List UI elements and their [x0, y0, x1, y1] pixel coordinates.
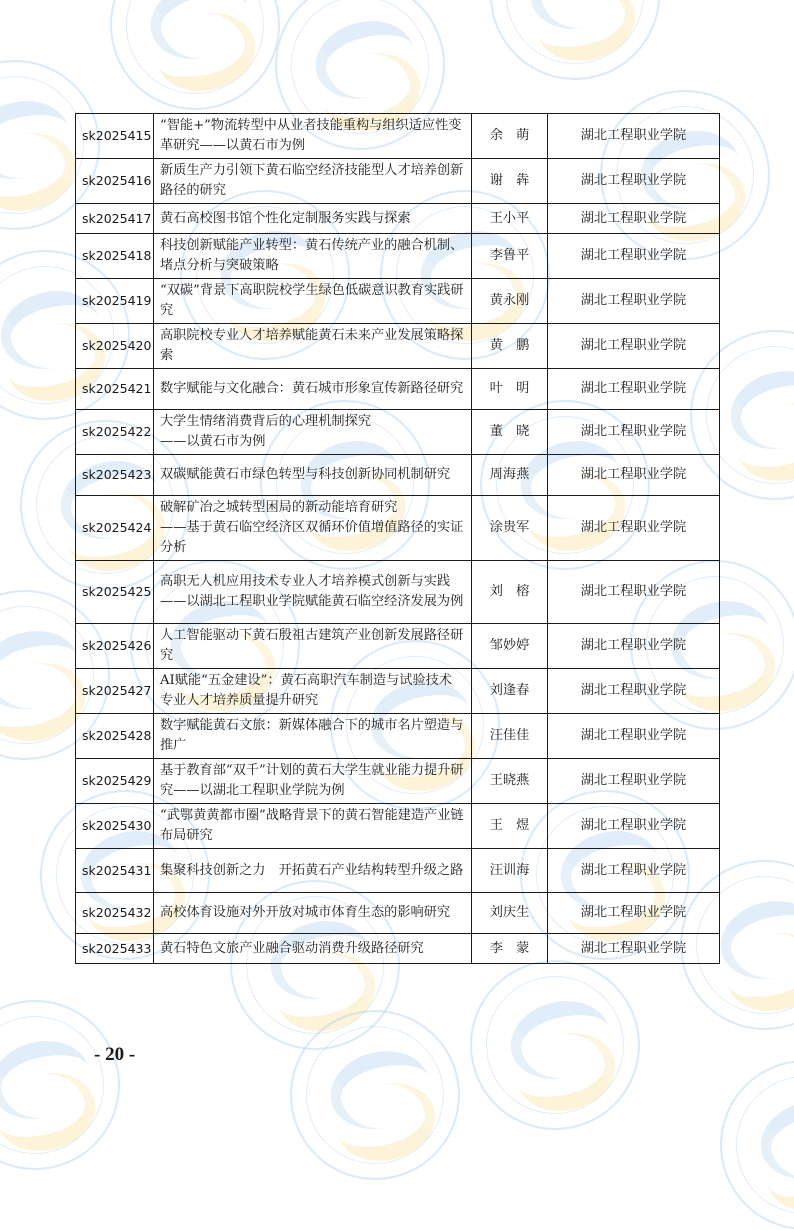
table-row: [76, 114, 720, 159]
project-id-cell: sk2025428: [76, 714, 154, 759]
project-title-cell: 科技创新赋能产业转型：黄石传统产业的融合机制、堵点分析与突破策略: [154, 234, 472, 279]
project-id-cell: sk2025424: [76, 496, 154, 561]
project-id-cell: sk2025430: [76, 804, 154, 849]
leader-name-cell: 叶 明: [472, 369, 548, 410]
project-title-cell: 破解矿冶之城转型困局的新动能培育研究 ——基于黄石临空经济区双循环价值增值路径的实证分析: [154, 496, 472, 561]
table-row: [76, 714, 720, 759]
table-body: [76, 114, 720, 964]
project-id-cell: sk2025433: [76, 934, 154, 964]
table-row: [76, 410, 720, 455]
institution-cell: 湖北工程职业学院: [548, 279, 720, 324]
federation-seal-icon: [290, 1010, 460, 1180]
table-row: [76, 204, 720, 234]
institution-cell: 湖北工程职业学院: [548, 624, 720, 669]
institution-cell: 湖北工程职业学院: [548, 669, 720, 714]
leader-name-cell: 刘逢春: [472, 669, 548, 714]
table-row: [76, 893, 720, 934]
leader-name-cell: 王小平: [472, 204, 548, 234]
table-row: [76, 279, 720, 324]
institution-cell: 湖北工程职业学院: [548, 204, 720, 234]
project-id-cell: sk2025429: [76, 759, 154, 804]
table-row: [76, 669, 720, 714]
leader-name-cell: 李鲁平: [472, 234, 548, 279]
table-row: [76, 849, 720, 893]
institution-cell: 湖北工程职业学院: [548, 455, 720, 496]
federation-seal-icon: [470, 960, 640, 1130]
institution-cell: 湖北工程职业学院: [548, 759, 720, 804]
project-id-cell: sk2025431: [76, 849, 154, 893]
federation-seal-icon: [110, 0, 280, 110]
leader-name-cell: 邹妙婷: [472, 624, 548, 669]
project-id-cell: sk2025421: [76, 369, 154, 410]
project-id-cell: sk2025417: [76, 204, 154, 234]
federation-seal-icon: [720, 1060, 794, 1230]
leader-name-cell: 李 蒙: [472, 934, 548, 964]
leader-name-cell: 董 晓: [472, 410, 548, 455]
table-row: [76, 234, 720, 279]
project-title-cell: 数字赋能与文化融合：黄石城市形象宣传新路径研究: [154, 369, 472, 410]
project-id-cell: sk2025415: [76, 114, 154, 159]
leader-name-cell: 黄 鹏: [472, 324, 548, 369]
project-title-cell: AI赋能“五金建设”：黄石高职汽车制造与试验技术专业人才培养质量提升研究: [154, 669, 472, 714]
project-id-cell: sk2025416: [76, 159, 154, 204]
project-title-cell: “武鄂黄黄都市圈”战略背景下的黄石智能建造产业链布局研究: [154, 804, 472, 849]
project-title-cell: 黄石高校图书馆个性化定制服务实践与探索: [154, 204, 472, 234]
table-row: [76, 561, 720, 624]
project-id-cell: sk2025432: [76, 893, 154, 934]
federation-seal-icon: [490, 0, 660, 80]
leader-name-cell: 涂贵军: [472, 496, 548, 561]
leader-name-cell: 刘庆生: [472, 893, 548, 934]
leader-name-cell: 王 煜: [472, 804, 548, 849]
project-id-cell: sk2025423: [76, 455, 154, 496]
institution-cell: 湖北工程职业学院: [548, 804, 720, 849]
project-title-cell: 集聚科技创新之力 开拓黄石产业结构转型升级之路: [154, 849, 472, 893]
project-title-cell: 高校体育设施对外开放对城市体育生态的影响研究: [154, 893, 472, 934]
leader-name-cell: 谢 犇: [472, 159, 548, 204]
table-row: [76, 934, 720, 964]
institution-cell: 湖北工程职业学院: [548, 934, 720, 964]
project-title-cell: 黄石特色文旅产业融合驱动消费升级路径研究: [154, 934, 472, 964]
table-row: [76, 159, 720, 204]
project-title-cell: 高职院校专业人才培养赋能黄石未来产业发展策略探索: [154, 324, 472, 369]
project-title-cell: 双碳赋能黄石市绿色转型与科技创新协同机制研究: [154, 455, 472, 496]
table-row: [76, 804, 720, 849]
project-id-cell: sk2025419: [76, 279, 154, 324]
institution-cell: 湖北工程职业学院: [548, 496, 720, 561]
project-id-cell: sk2025426: [76, 624, 154, 669]
project-title-cell: “双碳”背景下高职院校学生绿色低碳意识教育实践研究: [154, 279, 472, 324]
table-row: [76, 369, 720, 410]
leader-name-cell: 汪训海: [472, 849, 548, 893]
federation-seal-icon: [0, 1000, 120, 1170]
institution-cell: 湖北工程职业学院: [548, 159, 720, 204]
leader-name-cell: 王晓燕: [472, 759, 548, 804]
institution-cell: 湖北工程职业学院: [548, 324, 720, 369]
project-title-cell: 基于教育部“双千”计划的黄石大学生就业能力提升研究——以湖北工程职业学院为例: [154, 759, 472, 804]
project-id-cell: sk2025418: [76, 234, 154, 279]
institution-cell: 湖北工程职业学院: [548, 893, 720, 934]
page-number: - 20 -: [94, 1044, 136, 1065]
project-list-table: [75, 113, 720, 964]
institution-cell: 湖北工程职业学院: [548, 369, 720, 410]
institution-cell: 湖北工程职业学院: [548, 114, 720, 159]
project-title-cell: 高职无人机应用技术专业人才培养模式创新与实践——以湖北工程职业学院赋能黄石临空经济发展为例: [154, 561, 472, 624]
institution-cell: 湖北工程职业学院: [548, 714, 720, 759]
institution-cell: 湖北工程职业学院: [548, 849, 720, 893]
project-title-cell: 人工智能驱动下黄石殷祖古建筑产业创新发展路径研究: [154, 624, 472, 669]
project-id-cell: sk2025420: [76, 324, 154, 369]
table-row: [76, 324, 720, 369]
table-row: [76, 624, 720, 669]
project-title-cell: 新质生产力引领下黄石临空经济技能型人才培养创新路径的研究: [154, 159, 472, 204]
project-id-cell: sk2025427: [76, 669, 154, 714]
project-title-cell: “智能+”物流转型中从业者技能重构与组织适应性变革研究——以黄石市为例: [154, 114, 472, 159]
project-id-cell: sk2025422: [76, 410, 154, 455]
project-title-cell: 数字赋能黄石文旅：新媒体融合下的城市名片塑造与推广: [154, 714, 472, 759]
institution-cell: 湖北工程职业学院: [548, 410, 720, 455]
institution-cell: 湖北工程职业学院: [548, 234, 720, 279]
institution-cell: 湖北工程职业学院: [548, 561, 720, 624]
leader-name-cell: 余 萌: [472, 114, 548, 159]
table-row: [76, 759, 720, 804]
leader-name-cell: 周海燕: [472, 455, 548, 496]
table-row: [76, 496, 720, 561]
leader-name-cell: 黄永刚: [472, 279, 548, 324]
project-title-cell: 大学生情绪消费背后的心理机制探究 ——以黄石市为例: [154, 410, 472, 455]
leader-name-cell: 汪佳佳: [472, 714, 548, 759]
leader-name-cell: 刘 榕: [472, 561, 548, 624]
project-id-cell: sk2025425: [76, 561, 154, 624]
table-row: [76, 455, 720, 496]
